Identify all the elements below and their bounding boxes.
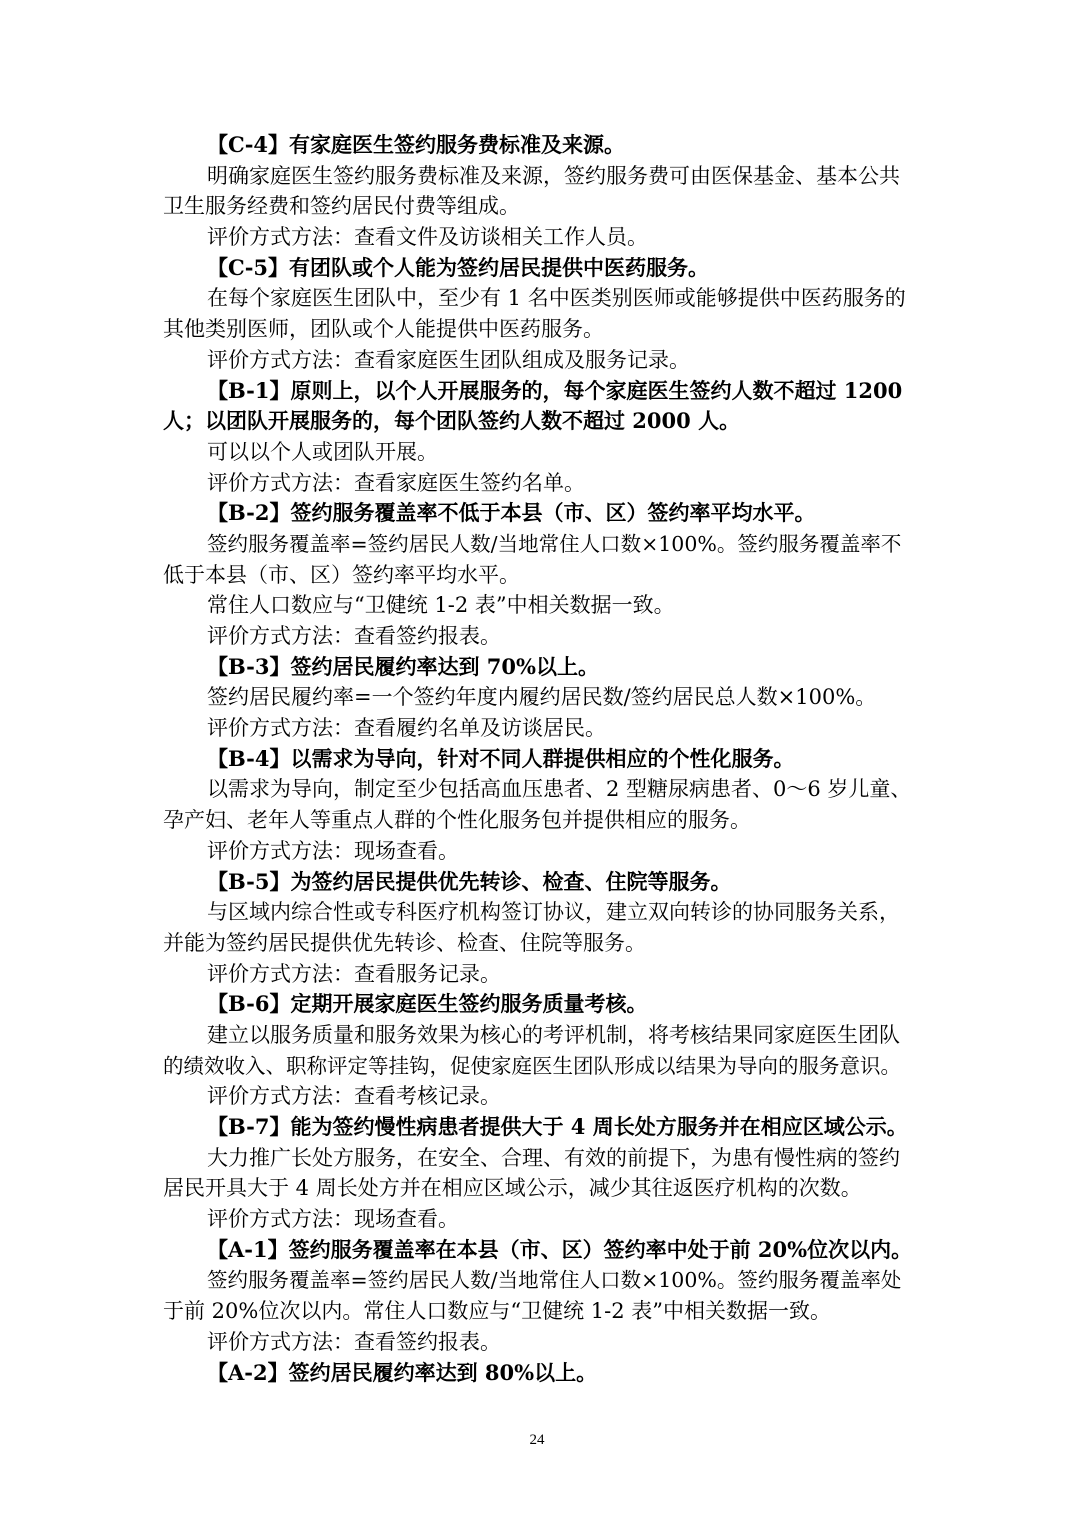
body-text-line: 卫生服务经费和签约居民付费等组成。 bbox=[163, 194, 520, 219]
body-text-line: 签约服务覆盖率=签约居民人数/当地常住人口数×100%。签约服务覆盖率不 bbox=[207, 531, 902, 556]
body-text-line: 评价方式方法：现场查看。 bbox=[207, 1207, 459, 1232]
criterion-heading-line: 【B-5】为签约居民提供优先转诊、检查、住院等服务。 bbox=[207, 868, 732, 894]
body-text-line: 可以以个人或团队开展。 bbox=[207, 439, 438, 464]
criterion-heading-line: 【B-2】签约服务覆盖率不低于本县（市、区）签约率平均水平。 bbox=[207, 500, 816, 526]
body-text-line: 并能为签约居民提供优先转诊、检查、住院等服务。 bbox=[163, 930, 646, 955]
body-text-line: 签约居民履约率=一个签约年度内履约居民数/签约居民总人数×100%。 bbox=[207, 685, 877, 710]
criterion-heading-line: 【B-1】原则上，以个人开展服务的，每个家庭医生签约人数不超过 1200 bbox=[207, 377, 903, 403]
criterion-heading-line: 人；以团队开展服务的，每个团队签约人数不超过 2000 人。 bbox=[163, 408, 741, 434]
criterion-heading-line: 【A-2】签约居民履约率达到 80%以上。 bbox=[207, 1359, 598, 1385]
criterion-heading-line: 【B-4】以需求为导向，针对不同人群提供相应的个性化服务。 bbox=[207, 745, 795, 771]
body-text-line: 与区域内综合性或专科医疗机构签订协议，建立双向转诊的协同服务关系， bbox=[207, 900, 900, 925]
criterion-heading-line: 【B-3】签约居民履约率达到 70%以上。 bbox=[207, 653, 599, 679]
body-text-line: 评价方式方法：查看家庭医生团队组成及服务记录。 bbox=[207, 347, 690, 372]
criterion-heading-line: 【B-7】能为签约慢性病患者提供大于 4 周长处方服务并在相应区域公示。 bbox=[207, 1114, 908, 1139]
body-text-line: 评价方式方法：查看签约报表。 bbox=[207, 1329, 501, 1354]
body-text-line: 评价方式方法：查看文件及访谈相关工作人员。 bbox=[207, 225, 648, 250]
document-body bbox=[163, 130, 913, 1388]
page-number: 24 bbox=[529, 1432, 545, 1448]
body-text-line: 的绩效收入、职称评定等挂钩，促使家庭医生团队形成以结果为导向的服务意识。 bbox=[163, 1053, 901, 1078]
body-text-line: 居民开具大于 4 周长处方并在相应区域公示，减少其往返医疗机构的次数。 bbox=[163, 1176, 862, 1201]
criterion-heading-line: 【C-4】有家庭医生签约服务费标准及来源。 bbox=[207, 132, 626, 157]
body-text-line: 孕产妇、老年人等重点人群的个性化服务包并提供相应的服务。 bbox=[163, 808, 751, 833]
body-text-line: 以需求为导向，制定至少包括高血压患者、2 型糖尿病患者、0～6 岁儿童、 bbox=[207, 777, 912, 802]
body-text-line: 评价方式方法：现场查看。 bbox=[207, 838, 459, 863]
body-text-line: 于前 20%位次以内。常住人口数应与“卫健统 1-2 表”中相关数据一致。 bbox=[163, 1299, 831, 1324]
body-text-line: 评价方式方法：查看履约名单及访谈居民。 bbox=[207, 716, 606, 741]
body-text-line: 低于本县（市、区）签约率平均水平。 bbox=[163, 562, 520, 587]
body-text-line: 评价方式方法：查看考核记录。 bbox=[207, 1084, 501, 1109]
body-text-line: 明确家庭医生签约服务费标准及来源，签约服务费可由医保基金、基本公共 bbox=[207, 163, 900, 188]
body-text-line: 常住人口数应与“卫健统 1-2 表”中相关数据一致。 bbox=[207, 593, 675, 618]
body-text-line: 其他类别医师，团队或个人能提供中医药服务。 bbox=[163, 317, 604, 342]
body-text-line: 签约服务覆盖率=签约居民人数/当地常住人口数×100%。签约服务覆盖率处 bbox=[207, 1268, 902, 1293]
body-text-line: 建立以服务质量和服务效果为核心的考评机制，将考核结果同家庭医生团队 bbox=[207, 1022, 900, 1047]
body-text-line: 评价方式方法：查看服务记录。 bbox=[207, 961, 501, 986]
body-text-line: 评价方式方法：查看家庭医生签约名单。 bbox=[207, 470, 585, 495]
criterion-heading-line: 【A-1】签约服务覆盖率在本县（市、区）签约率中处于前 20%位次以内。 bbox=[207, 1236, 913, 1262]
criterion-heading-line: 【B-6】定期开展家庭医生签约服务质量考核。 bbox=[207, 991, 648, 1017]
criterion-heading-line: 【C-5】有团队或个人能为签约居民提供中医药服务。 bbox=[207, 254, 710, 280]
body-text-line: 大力推广长处方服务，在安全、合理、有效的前提下，为患有慢性病的签约 bbox=[207, 1145, 900, 1170]
body-text-line: 评价方式方法：查看签约报表。 bbox=[207, 624, 501, 648]
body-text-line: 在每个家庭医生团队中，至少有 1 名中医类别医师或能够提供中医药服务的 bbox=[207, 286, 906, 311]
